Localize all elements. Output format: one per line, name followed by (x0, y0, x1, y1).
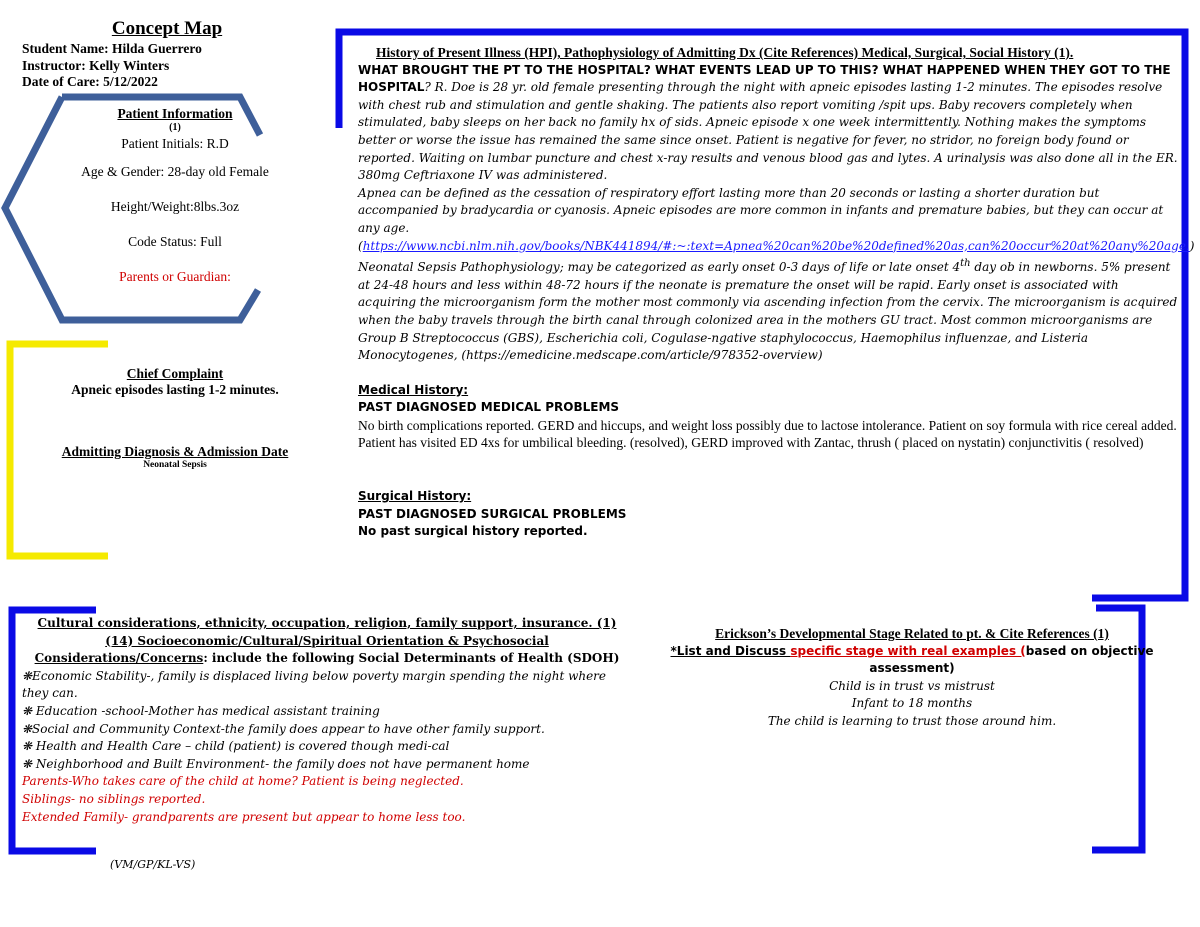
medical-history-body: No birth complications reported. GERD and hiccups, and weight loss possibly due to lactose intolerance. Patient on soy formula with rice cereal added. Patient has visited ED 4xs for umbilical bleeding. (resolved), GERD improved with Zantac, thrush ( placed on nystatin) conjunctivitis ( resolved) (358, 417, 1177, 451)
chief-complaint-title: Chief Complaint (126, 366, 224, 381)
surgical-history-title: Surgical History: (358, 489, 472, 504)
student-name: Student Name: Hilda Guerrero (22, 41, 202, 56)
patient-info-section (40, 106, 310, 294)
ncbi-reference-link[interactable]: https://www.ncbi.nlm.nih.gov/books/NBK441894/#:~:text=Apnea%20can%20be%20defined%20as,can%20occur%20at%20any%20age. (362, 238, 1190, 253)
patient-info-title: Patient Information (117, 106, 233, 121)
hpi-heading: History of Present Illness (HPI), Pathophysiology of Admitting Dx (Cite References) Medical, Surgical, Social History (1). (376, 45, 1074, 60)
medical-history-sub: PAST DIAGNOSED MEDICAL PROBLEMS (358, 400, 620, 415)
list-item: ❋ Education -school-Mother has medical assistant training (22, 703, 380, 718)
medical-history-title: Medical History: (358, 382, 469, 397)
height-weight: Height/Weight:8lbs.3oz (110, 199, 240, 214)
list-item: The child is learning to trust those around him. (767, 713, 1057, 728)
parents-guardian: Parents or Guardian: (119, 269, 231, 284)
family-list (22, 773, 632, 826)
erikson-sub-b: based on objective assessment) (869, 643, 1154, 676)
patient-info-ref: (1) (169, 122, 181, 133)
footer-code: (VM/GP/KL-VS) (110, 858, 196, 871)
hpi-narrative: ? R. Doe is 28 yr. old female presenting through the night with apneic episodes lasting 1-2 minutes. The episodes resolve with chest rub and stimulation and gentle shaking. The patients also report vomiting /spit ups. Baby recovers completely when stimulated, baby sleeps on her back no family hx of sids. Apneic episode x one week intermittently. Nothing makes the symptoms better or worse the issue has remained the same since onset. Patient is negative for fever, no stridor, no foreign body found or reported. Waiting on lumbar puncture and chest x-ray results and venous blood gas and lytes. A urinalysis was also done all in the ER. 380mg Ceftriaxone IV was administered. (358, 80, 1178, 183)
cultural-heading-3 (22, 650, 632, 668)
erikson-heading: Erickson’s Developmental Stage Related to pt. & Cite References (1) (715, 626, 1109, 641)
code-status: Code Status: Full (128, 234, 222, 249)
list-item: ❋ Health and Health Care – child (patient) is covered though medi-cal (22, 739, 450, 754)
cultural-heading-1: Cultural considerations, ethnicity, occupation, religion, family support, insurance. (1) (37, 616, 617, 630)
chief-complaint-value: Apneic episodes lasting 1-2 minutes. (71, 382, 279, 397)
erikson-body (662, 678, 1162, 731)
patient-initials: Patient Initials: R.D (121, 136, 229, 151)
admitting-diagnosis-section (40, 444, 310, 470)
erikson-sub-a: *List and Discuss (670, 643, 791, 658)
chief-complaint-section (40, 366, 310, 398)
cultural-section (22, 615, 632, 826)
hpi-section (358, 44, 1195, 541)
erikson-section (662, 625, 1162, 731)
cultural-heading-2: (14) Socioeconomic/Cultural/Spiritual Orientation & Psychosocial (105, 633, 549, 648)
list-item: Siblings- no siblings reported. (22, 791, 206, 806)
list-item: Child is in trust vs mistrust (829, 678, 995, 693)
sdoh-list (22, 668, 632, 774)
erikson-subheading (662, 643, 1162, 678)
list-item: ❋ Neighborhood and Built Environment- the family does not have permanent home (22, 756, 530, 771)
list-item: ❋Economic Stability-, family is displaced living below poverty margin spending the night where they can. (22, 668, 607, 701)
cultural-heading-3a: Considerations/Concerns (34, 651, 204, 666)
cultural-heading-3b: : include the following Social Determinants of Health (SDOH) (203, 651, 620, 666)
instructor-name: Instructor: Kelly Winters (22, 57, 170, 73)
cultural-heading (22, 615, 632, 668)
surgical-history-sub: PAST DIAGNOSED SURGICAL PROBLEMS (358, 506, 627, 521)
list-item: Infant to 18 months (851, 696, 973, 711)
hpi-question: WHAT BROUGHT THE PT TO THE HOSPITAL? WHAT EVENTS LEAD UP TO THIS? WHAT HAPPENED WHEN THEY GOT TO THE HOSPITAL (358, 62, 1171, 95)
list-item: Extended Family- grandparents are present but appear to home less too. (22, 809, 466, 824)
page-title: Concept Map (111, 18, 223, 39)
list-item: Parents-Who takes care of the child at home? Patient is being neglected. (22, 774, 464, 789)
hpi-sepsis-text: ) Neonatal Sepsis Pathophysiology; may be categorized as early onset 0-3 days of life or late onset 4 (358, 238, 1195, 275)
age-gender: Age & Gender: 28-day old Female (81, 164, 269, 179)
header-meta (22, 41, 202, 91)
list-item: ❋Social and Community Context-the family does appear to have other family support. (22, 721, 545, 736)
hpi-apnea-text: Apnea can be defined as the cessation of respiratory effort lasting more than 20 seconds or lasting a shorter duration but accompanied by bradycardia or cyanosis. Apneic episodes are more common in infants and premature babies, but they can occur at any age. ( (358, 185, 1164, 253)
admitting-diagnosis-title: Admitting Diagnosis & Admission Date (61, 444, 289, 459)
hpi-sepsis-text-2: day ob in newborns. 5% present at 24-48 hours and less within 48-72 hours if the neonate is premature the onset will be rapid. Early onset is associated with acquiring the microorganism form the mother most commonly via ascending infection from the cervix. The microorganism is acquired when the baby travels through the birth canal through colonized area in the mothers GU tract. Most common microorganisms are Group B Streptococcus (GBS), Escherichia coli, Cogulase-ngative staphylococcus, Haemophilus influenzae, and Listeria Monocytogenes, (https://emedicine.medscape.com/article/978352-overview) (358, 260, 1178, 363)
hpi-superscript: th (960, 258, 971, 270)
date-of-care: Date of Care: 5/12/2022 (22, 74, 158, 89)
surgical-history-body: No past surgical history reported. (358, 524, 588, 539)
admitting-diagnosis-value: Neonatal Sepsis (143, 460, 207, 470)
erikson-sub-red: specific stage with real examples ( (790, 643, 1026, 658)
hpi-paragraph-2 (358, 185, 1195, 365)
hpi-paragraph-1 (358, 62, 1178, 185)
